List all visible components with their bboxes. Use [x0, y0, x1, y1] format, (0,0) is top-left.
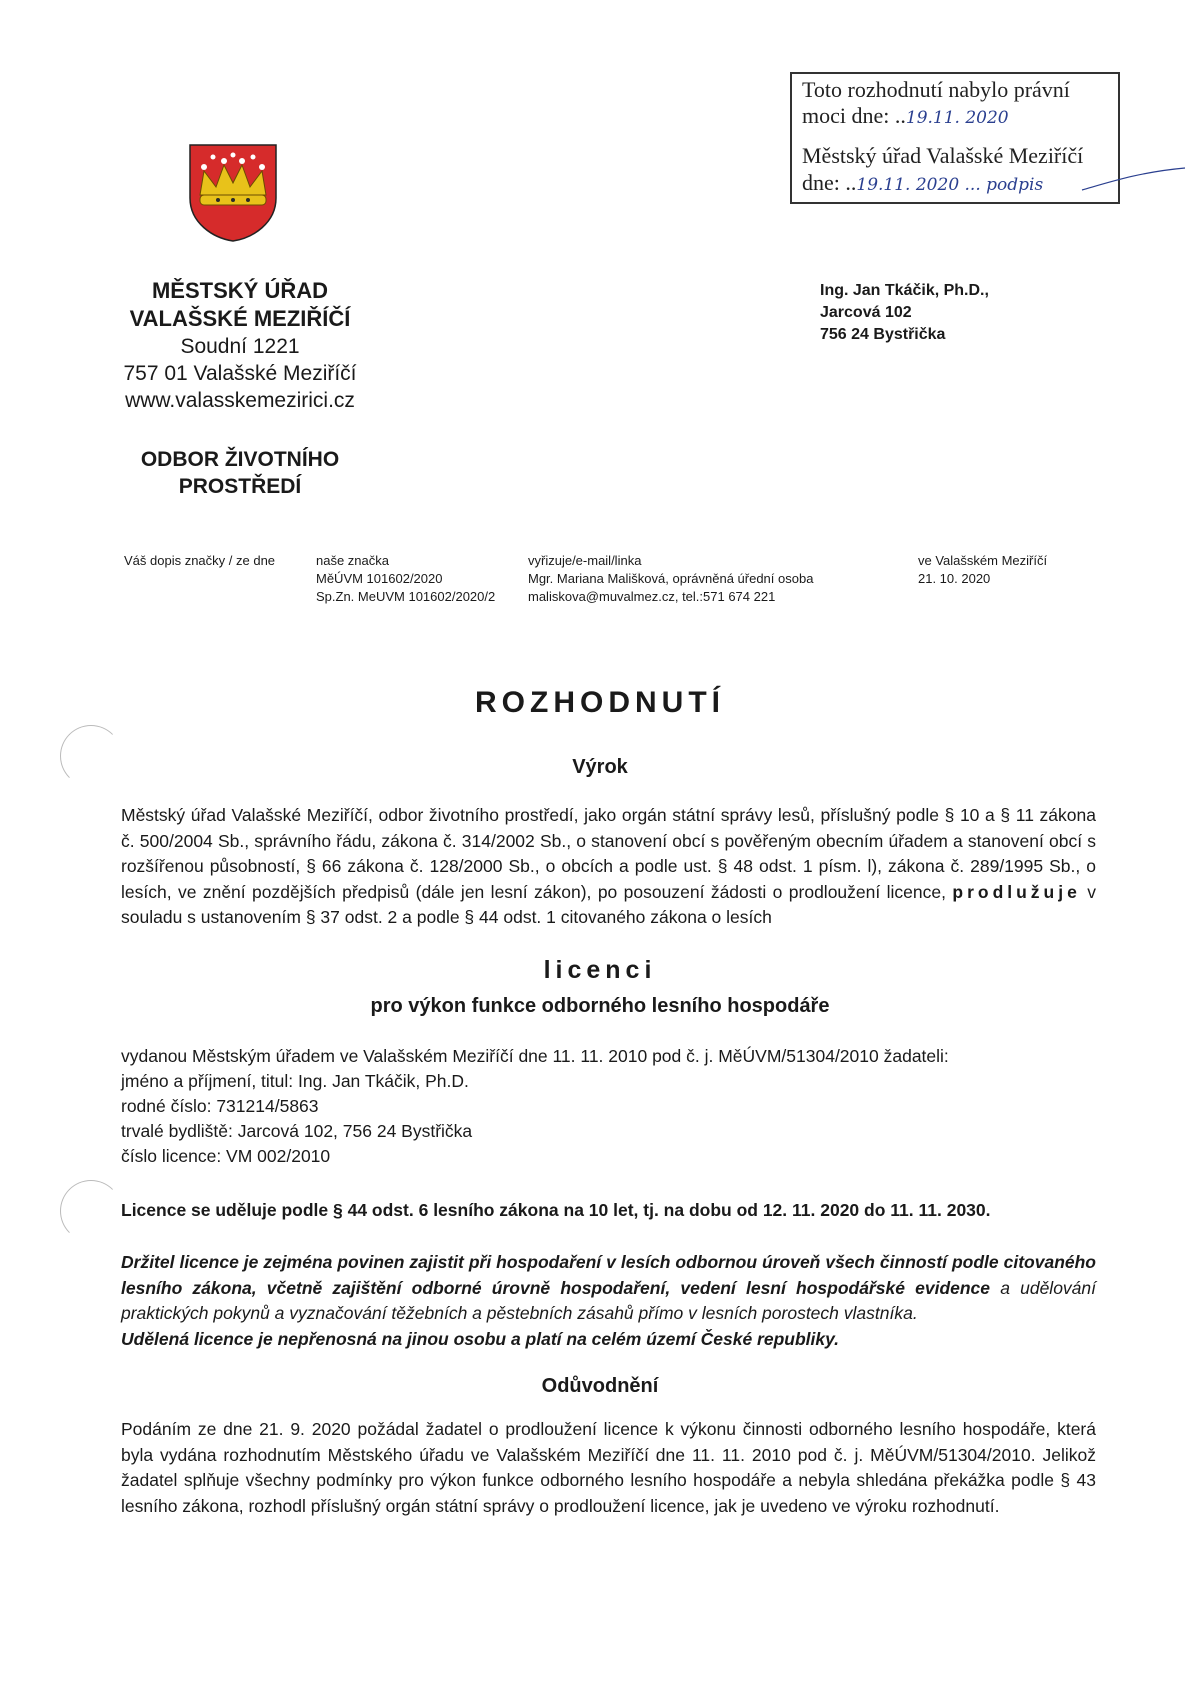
- department-block: [100, 446, 380, 500]
- holder-obligations-normal: a udělování praktických pokynů a vyznačování těžebních a pěstebních zásahů přímo v lesních porostech vlastníka.: [121, 1277, 1097, 1323]
- licence-term: Licence se uděluje podle § 44 odst. 6 lesního zákona na 10 let, tj. na dobu od 12. 11. 2020 do 11. 11. 2030.: [121, 1200, 991, 1220]
- licence-details: [121, 1044, 949, 1169]
- stamp-line-1: Toto rozhodnutí nabylo právní: [802, 77, 1070, 102]
- verdict-heading: Výrok: [572, 756, 628, 778]
- detail-line-issued: vydanou Městským úřadem ve Valašském Meziříčí dne 11. 11. 2010 pod č. j. MěÚVM/51304/2010 žadateli:: [121, 1046, 949, 1066]
- meta-our-reference-number: MěÚVM 101602/2020: [316, 571, 443, 586]
- document-title: ROZHODNUTÍ: [475, 686, 725, 719]
- meta-handled-by-name: Mgr. Mariana Mališková, oprávněná úřední osoba: [528, 571, 814, 586]
- stamp-line-3: Městský úřad Valašské Meziříčí: [802, 143, 1084, 168]
- scan-punch-mark-top: [60, 725, 122, 787]
- coat-of-arms-icon: [188, 143, 278, 243]
- verdict-keyword: prodlužuje: [952, 881, 1081, 902]
- verdict-paragraph: [121, 803, 1096, 931]
- detail-line-birth-number: rodné číslo: 731214/5863: [121, 1096, 319, 1116]
- detail-line-name: jméno a příjmení, titul: Ing. Jan Tkáčik, Ph.D.: [121, 1071, 469, 1091]
- meta-our-reference: [316, 552, 495, 606]
- holder-obligations-bold: Držitel licence je zejména povinen zajistit při hospodaření v lesích odbornou úroveň všech činností podle citovaného lesního zákona, včetně zajištění odborné úrovně hospodaření, vedení lesní hospodářské evidence: [121, 1252, 1096, 1298]
- recipient-address: [820, 280, 989, 346]
- meta-place: ve Valašském Meziříčí: [918, 553, 1048, 568]
- office-city: 757 01 Valašské Meziříčí: [123, 362, 357, 385]
- office-website: www.valasskemezirici.cz: [125, 389, 355, 412]
- meta-your-letter: Váš dopis značky / ze dne: [124, 553, 276, 568]
- scan-punch-mark-bottom: [60, 1180, 122, 1242]
- meta-place-date: [918, 552, 1047, 588]
- legal-effect-stamp: [790, 72, 1120, 204]
- meta-handled-by: [528, 552, 813, 606]
- meta-our-reference-header: naše značka: [316, 553, 389, 568]
- justification-heading: Odůvodnění: [541, 1375, 659, 1397]
- stamp-date-label: moci dne: ..: [802, 103, 906, 128]
- recipient-name: Ing. Jan Tkáčik, Ph.D.,: [820, 282, 989, 299]
- licence-heading: licenci: [543, 956, 657, 984]
- department-line-1: ODBOR ŽIVOTNÍHO: [140, 448, 340, 471]
- stamp-date-label-2: dne: ..: [802, 170, 857, 195]
- office-street: Soudní 1221: [180, 335, 300, 358]
- recipient-street: Jarcová 102: [820, 304, 912, 321]
- detail-line-licence-number: číslo licence: VM 002/2010: [121, 1146, 331, 1166]
- stamp-handwritten-signature: 19.11. 2020 ... podpis: [856, 175, 1044, 195]
- verdict-text-start: Městský úřad Valašské Meziříčí, odbor životního prostředí, jako orgán státní správy lesů, příslušný podle § 10 a § 11 zákona č. 500/2004 Sb., správního řádu, zákona č. 314/2002 Sb., o stanovení obcí s pověřeným obecním úřadem a stanovení obcí s rozšířenou působností, § 66 zákona č. 128/2000 Sb., o obcích a podle ust. § 48 odst. 1 písm. l), zákona č. 289/1995 Sb., o lesích, ve znění pozdějších předpisů (dále jen lesní zákon), po posouzení žádosti o prodloužení licence,: [121, 805, 1096, 902]
- office-name-line-1: MĚSTSKÝ ÚŘAD: [151, 278, 328, 303]
- stamp-handwritten-date: 19.11. 2020: [905, 108, 1009, 128]
- meta-file-number: Sp.Zn. MeUVM 101602/2020/2: [316, 589, 496, 604]
- licence-subheading: pro výkon funkce odborného lesního hospodáře: [370, 995, 830, 1017]
- meta-handled-by-contact: maliskova@muvalmez.cz, tel.:571 674 221: [528, 589, 776, 604]
- holder-non-transferable: Udělená licence je nepřenosná na jinou osobu a platí na celém území České republiky.: [121, 1328, 840, 1349]
- verdict-text-end: v souladu s ustanovením § 37 odst. 2 a podle § 44 odst. 1 citovaného zákona o lesích: [121, 881, 1096, 927]
- detail-line-residence: trvalé bydliště: Jarcová 102, 756 24 Bystřička: [121, 1121, 473, 1141]
- justification-paragraph: Podáním ze dne 21. 9. 2020 požádal žadatel o prodloužení licence k výkonu činnosti odborného lesního hospodáře, která byla vydána rozhodnutím Městského úřadu ve Valašském Meziříčí dne 11. 11. 2010 pod č. j. MěÚVM/51304/2010. Jelikož žadatel splňuje všechny podmínky pro výkon funkce odborného lesního hospodáře a nebyla shledána překážka podle § 43 lesního zákona, rozhodl příslušný orgán státní správy o prodloužení licence, jak je uvedeno ve výroku rozhodnutí.: [121, 1419, 1096, 1516]
- meta-date: 21. 10. 2020: [918, 571, 991, 586]
- office-address-block: [100, 277, 380, 414]
- department-line-2: PROSTŘEDÍ: [178, 475, 302, 498]
- meta-handled-by-header: vyřizuje/e-mail/linka: [528, 553, 642, 568]
- holder-obligations: [121, 1250, 1096, 1352]
- stamp-line-2: [802, 102, 1009, 132]
- signature-tail-stroke: [1080, 160, 1190, 200]
- recipient-city: 756 24 Bystřička: [820, 326, 946, 343]
- stamp-line-4: [802, 169, 1043, 199]
- office-name-line-2: VALAŠSKÉ MEZIŘÍČÍ: [129, 306, 351, 331]
